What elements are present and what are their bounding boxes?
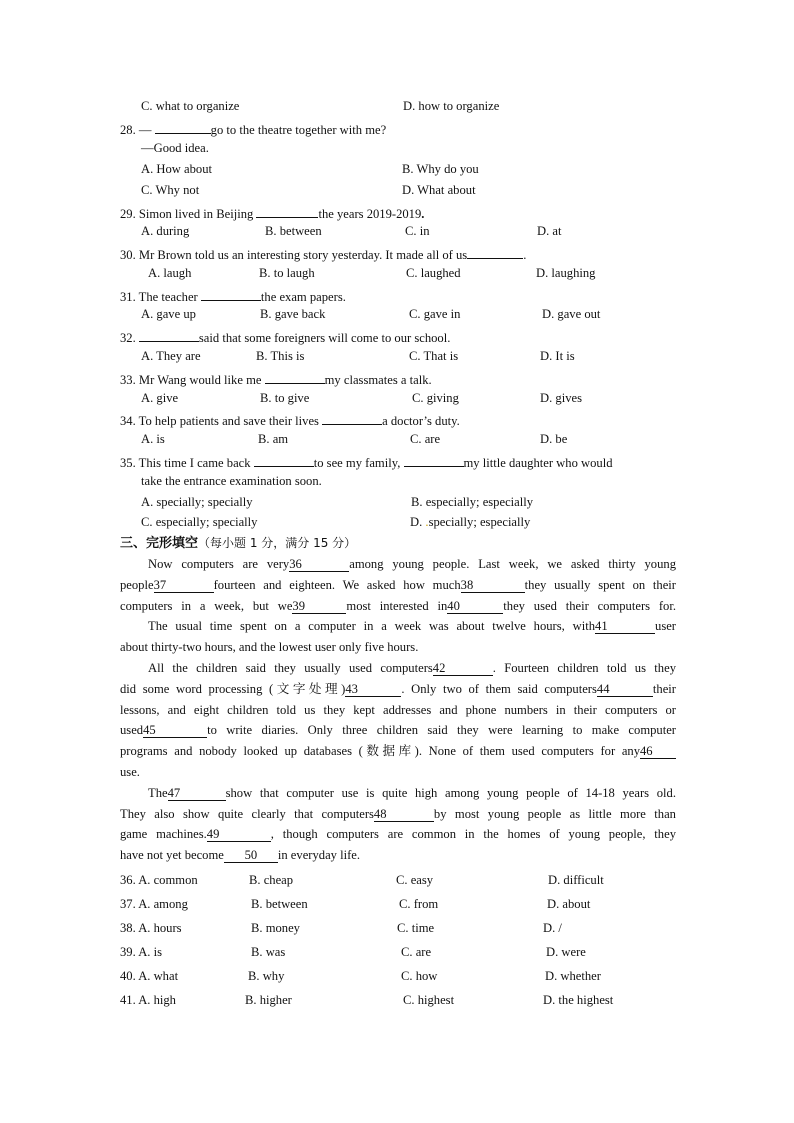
passage-text: All the children said they usually used computers <box>148 661 433 675</box>
option-a: 37. A. among <box>120 897 188 911</box>
blank-44: 44 <box>597 682 653 697</box>
passage-text: used <box>120 723 144 737</box>
option-c: C. easy <box>396 873 434 887</box>
q33-option-d: D. gives <box>540 391 582 405</box>
passage-text: They also show quite clearly that computers <box>120 807 374 821</box>
passage-text: . Only two of them said computers <box>401 682 597 696</box>
q33-text-post: my classmates a talk. <box>324 373 432 387</box>
blank-41: 41 <box>595 619 655 634</box>
q28-option-c: C. Why not <box>141 183 200 197</box>
q30-text: 30. Mr Brown told us an interesting story yesterday. It made all of us <box>120 248 468 262</box>
passage-line <box>120 743 676 759</box>
passage-line <box>120 785 676 801</box>
q29-blank <box>256 203 318 218</box>
q33-option-b: B. to give <box>260 391 310 405</box>
passage-text: show that computer use is quite high among young people of 14-18 years old. <box>225 786 676 800</box>
passage-text: in everyday life. <box>277 848 361 862</box>
q28-blank <box>155 119 211 134</box>
blank-42: 42 <box>433 661 493 676</box>
q32-option-a: A. They are <box>141 349 201 363</box>
q30-option-c: C. laughed <box>406 266 461 280</box>
q32-blank <box>139 327 199 342</box>
passage-line <box>120 702 676 718</box>
q33-option-a: A. give <box>141 391 179 405</box>
passage-line <box>120 764 140 780</box>
passage-text: The <box>148 786 168 800</box>
section-title: 三、完形填空 <box>120 536 199 551</box>
passage-text: . Fourteen children told us they <box>492 661 676 675</box>
passage-line <box>120 598 676 614</box>
passage-text: fourteen and eighteen. We asked how much <box>213 578 461 592</box>
option-b: B. why <box>248 969 285 983</box>
option-a: 40. A. what <box>120 969 179 983</box>
q34-option-a: A. is <box>141 432 165 446</box>
q28-option-d: D. What about <box>402 183 476 197</box>
q34-option-d: D. be <box>540 432 568 446</box>
option-d: D. difficult <box>548 873 604 887</box>
option-c: C. highest <box>403 993 455 1007</box>
q32-number: 32. <box>120 331 136 345</box>
q28-reply: —Good idea. <box>141 141 209 155</box>
q35-text-pre: 35. This time I came back <box>120 456 251 470</box>
passage-text: lessons, and eight children told us they kept addresses and phone numbers in their computers or <box>120 703 676 717</box>
q35-stem-line2: take the entrance examination soon. <box>141 474 322 488</box>
option-a: 39. A. is <box>120 945 162 959</box>
option-d: D. were <box>546 945 586 959</box>
passage-line <box>120 660 676 676</box>
q34-text-pre: 34. To help patients and save their lives <box>120 414 319 428</box>
q31-text-pre: 31. The teacher <box>120 290 198 304</box>
passage-line <box>120 722 676 738</box>
option-d: D. the highest <box>543 993 614 1007</box>
q30-option-b: B. to laugh <box>259 266 315 280</box>
section-heading <box>120 535 356 552</box>
q28-option-a: A. How about <box>141 162 213 176</box>
q35-stem <box>120 452 613 471</box>
q32-option-c: C. That is <box>409 349 459 363</box>
passage-line <box>120 577 676 593</box>
passage-text: , though computers are common in the homes of young people, they <box>270 827 676 841</box>
q31-option-a: A. gave up <box>141 307 196 321</box>
passage-text: game machines. <box>120 827 207 841</box>
blank-38: 38 <box>461 578 525 593</box>
blank-39: 39 <box>292 599 346 614</box>
q35-option-b: B. especially; especially <box>411 495 534 509</box>
q31-stem <box>120 286 346 305</box>
passage-text: programs and nobody looked up databases (数据库). None of them used computers for any <box>120 744 640 758</box>
option-b: B. money <box>251 921 300 935</box>
q27-option-c: C. what to organize <box>141 99 240 113</box>
passage-line <box>120 556 676 572</box>
q28-option-b: B. Why do you <box>402 162 479 176</box>
q34-blank <box>322 410 382 425</box>
q33-blank <box>265 369 325 384</box>
q35-option-a: A. specially; specially <box>141 495 253 509</box>
blank-46: 46 <box>640 744 676 759</box>
passage-text: use. <box>120 765 140 779</box>
q30-blank <box>467 244 523 259</box>
passage-text: they used their computers for. <box>503 599 676 613</box>
option-c: C. how <box>401 969 438 983</box>
q29-option-b: B. between <box>265 224 322 238</box>
passage-line <box>120 847 360 863</box>
passage-text: people <box>120 578 154 592</box>
q35-blank-1 <box>254 452 314 467</box>
q30-option-a: A. laugh <box>148 266 192 280</box>
option-c: C. are <box>401 945 432 959</box>
q29-text-post: the years 2019-2019 <box>318 207 422 221</box>
blank-43: 43 <box>345 682 401 697</box>
q32-option-b: B. This is <box>256 349 305 363</box>
q29-option-c: C. in <box>405 224 430 238</box>
option-b: B. cheap <box>249 873 294 887</box>
q29-text-pre: 29. Simon lived in Beijing <box>120 207 254 221</box>
q34-option-b: B. am <box>258 432 289 446</box>
passage-line <box>120 639 418 655</box>
q31-blank <box>201 286 261 301</box>
q33-option-c: C. giving <box>412 391 459 405</box>
blank-37: 37 <box>154 578 214 593</box>
blank-49: 49 <box>207 827 271 842</box>
q31-option-b: B. gave back <box>260 307 326 321</box>
option-b: B. higher <box>245 993 292 1007</box>
passage-text: The usual time spent on a computer in a week was about twelve hours, with <box>148 619 596 633</box>
q27-option-d: D. how to organize <box>403 99 500 113</box>
q29-option-d: D. at <box>537 224 562 238</box>
blank-40: 40 <box>447 599 503 614</box>
q28-number: 28. — <box>120 123 152 137</box>
q31-option-c: C. gave in <box>409 307 461 321</box>
q28-text: go to the theatre together with me? <box>210 123 387 137</box>
passage-text: most interested in <box>346 599 448 613</box>
q28-stem <box>120 119 386 138</box>
q32-option-d: D. It is <box>540 349 575 363</box>
passage-text: Now computers are very <box>148 557 290 571</box>
passage-text: to write diaries. Only three children said they were learning to make computer <box>207 723 676 737</box>
q29-period: . <box>421 207 425 221</box>
q34-option-c: C. are <box>410 432 441 446</box>
q35-option-d-mark: . <box>425 515 429 529</box>
q30-period: . <box>523 248 527 262</box>
passage-text: computers in a week, but we <box>120 599 293 613</box>
passage-line <box>120 681 676 697</box>
passage-text: have not yet become <box>120 848 224 862</box>
option-b: B. was <box>251 945 286 959</box>
passage-text: they usually spent on their <box>524 578 676 592</box>
option-b: B. between <box>251 897 308 911</box>
q35-option-d <box>410 514 530 530</box>
option-c: C. time <box>397 921 435 935</box>
blank-50: 50 <box>224 848 278 863</box>
q34-text-post: a doctor’s duty. <box>382 414 460 428</box>
q31-text-post: the exam papers. <box>260 290 346 304</box>
q35-option-c: C. especially; specially <box>141 515 258 529</box>
q35-blank-2 <box>404 452 464 467</box>
q35-option-d-letter: D. <box>410 515 423 529</box>
passage-text: by most young people as little more than <box>433 807 676 821</box>
passage-text: their <box>652 682 676 696</box>
q34-stem <box>120 410 460 429</box>
q35-option-d-text: specially; especially <box>428 515 531 529</box>
option-c: C. from <box>399 897 439 911</box>
q35-text-mid: to see my family, <box>313 456 401 470</box>
passage-text: among young people. Last week, we asked thirty young <box>349 557 676 571</box>
q33-stem <box>120 369 432 388</box>
option-d: D. whether <box>545 969 601 983</box>
q30-stem <box>120 244 526 263</box>
q29-stem <box>120 203 424 222</box>
option-d: D. about <box>547 897 591 911</box>
option-d: D. / <box>543 921 562 935</box>
q35-text-post: my little daughter who would <box>463 456 613 470</box>
option-a: 36. A. common <box>120 873 198 887</box>
passage-text: user <box>655 619 676 633</box>
passage-line <box>120 806 676 822</box>
passage-line <box>120 618 676 634</box>
q29-option-a: A. during <box>141 224 190 238</box>
q32-stem <box>120 327 450 346</box>
blank-45: 45 <box>143 723 207 738</box>
blank-36: 36 <box>289 557 349 572</box>
blank-48: 48 <box>374 807 434 822</box>
q31-option-d: D. gave out <box>542 307 601 321</box>
blank-47: 47 <box>168 786 226 801</box>
option-a: 38. A. hours <box>120 921 182 935</box>
q32-text: said that some foreigners will come to our school. <box>198 331 451 345</box>
q33-text-pre: 33. Mr Wang would like me <box>120 373 262 387</box>
passage-line <box>120 826 676 842</box>
passage-text: about thirty-two hours, and the lowest user only five hours. <box>120 640 419 654</box>
section-note: （每小题 1 分，满分 15 分） <box>198 536 357 550</box>
q30-option-d: D. laughing <box>536 266 596 280</box>
option-a: 41. A. high <box>120 993 176 1007</box>
passage-text: did some word processing (文字处理) <box>120 682 346 696</box>
